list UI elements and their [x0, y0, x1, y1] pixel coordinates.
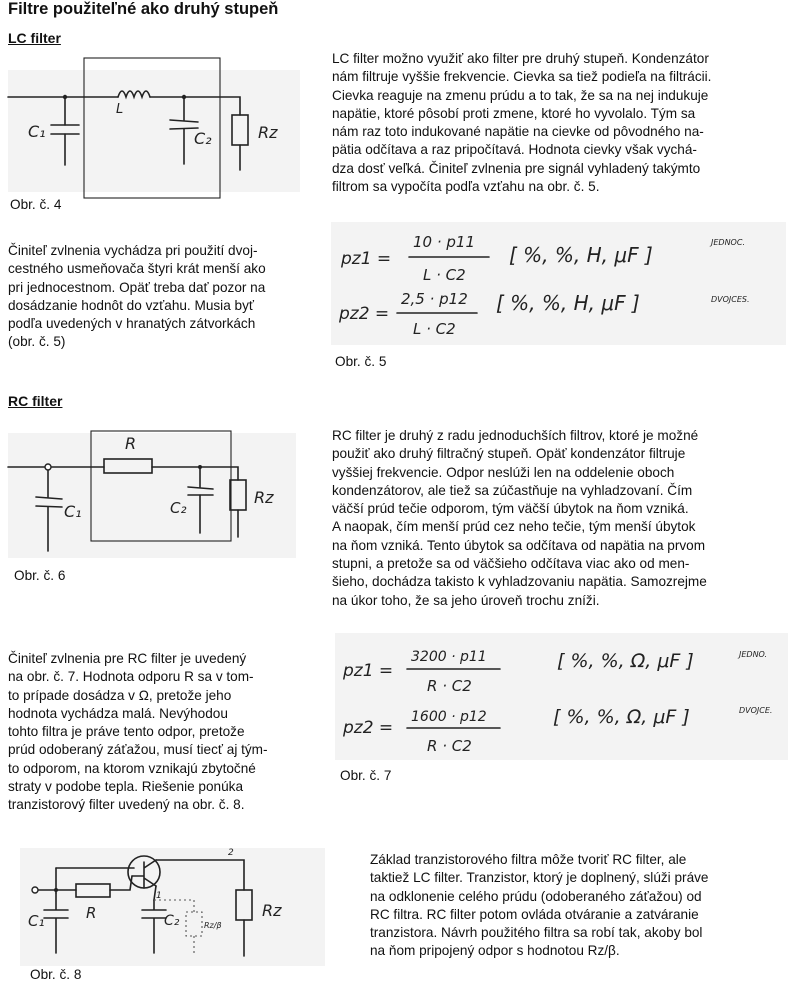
formula-units: [ %, %, Ω, μF ] — [557, 650, 694, 672]
lc-formula-figure — [331, 222, 786, 345]
formula-numerator: 1600 · p12 — [411, 709, 487, 725]
text-line: na odklonenie celého prúdu (odoberaného záťažou) od — [370, 888, 702, 904]
formula-units: [ %, %, H, μF ] — [496, 291, 640, 315]
node-2-label: 2 — [228, 848, 234, 858]
formula-note: DVOJCE. — [739, 706, 773, 715]
formula-lhs: pz1 = — [343, 661, 394, 681]
text-line: (obr. č. 5) — [8, 334, 66, 350]
rz-label: Rz — [254, 488, 274, 507]
formula-denominator: R · C2 — [427, 737, 472, 755]
text-line: RC filtra. RC filter potom ovláda otváranie a zatváranie — [370, 906, 699, 922]
caption-fig6: Obr. č. 6 — [14, 568, 66, 583]
formula-note: JEDNO. — [739, 650, 768, 659]
resistor-label: R — [125, 434, 137, 453]
formula-lhs: pz1 = — [341, 249, 392, 269]
formula-numerator: 2,5 · p12 — [401, 290, 468, 308]
rc-description — [332, 427, 792, 610]
node-1-label: 1 — [156, 891, 162, 901]
caption-fig7: Obr. č. 7 — [340, 768, 392, 783]
text-line: RC filter je druhý z radu jednoduchších filtrov, ktoré je možné — [332, 428, 699, 443]
text-line: Činiteľ zvlnenia pre RC filter je uvedený — [8, 651, 247, 666]
rc-ripple-text — [8, 650, 326, 815]
text-line: šieho, dochádza takisto k vyhladzovaniu napätia. Samozrejme — [332, 574, 707, 590]
caption-fig4: Obr. č. 4 — [10, 197, 62, 212]
text-line: taktiež LC filter. Tranzistor, ktorý je doplnený, slúži práve — [370, 870, 709, 886]
formula-lhs: pz2 = — [343, 718, 394, 738]
transistor-circuit-figure — [20, 848, 325, 966]
text-line: Základ tranzistorového filtra môže tvoriť RC filter, ale — [370, 852, 687, 867]
text-line: Cievka reaguje na zmenu prúdu a to tak, že sa na nej indukuje — [332, 87, 709, 103]
formula-denominator: R · C2 — [427, 677, 472, 695]
page-title: Filtre použiteľné ako druhý stupeň — [8, 0, 279, 18]
c2-label: C₂ — [194, 129, 212, 148]
caption-fig8: Obr. č. 8 — [30, 967, 82, 982]
lc-ripple-text — [8, 242, 318, 352]
text-line: filtrom sa vypočíta podľa vzťahu na obr. č. 5. — [332, 179, 600, 195]
text-line: použiť ako druhý filtračný stupeň. Opäť kondenzátor filtruje — [332, 446, 686, 462]
formula-note: JEDNOC. — [711, 238, 745, 247]
lc-description — [332, 50, 792, 196]
text-line: na úkor toho, že sa jeho úroveň trochu zníži. — [332, 592, 600, 608]
resistor-label: R — [86, 904, 97, 922]
rc-filter-heading: RC filter — [8, 393, 63, 409]
rz-label: Rz — [262, 901, 282, 920]
rz-label: Rz — [258, 123, 278, 142]
text-line: tohto filtra je práve tento odpor, pretože — [8, 724, 245, 740]
text-line: podľa uvedených v hranatých zátvorkách — [8, 316, 256, 332]
formula-denominator: L · C2 — [423, 266, 466, 284]
text-line: cestného usmeňovača štyri krát menší ako — [8, 261, 266, 277]
text-line: tranzistorový filter uvedený na obr. č. 8. — [8, 797, 245, 813]
formula-numerator: 3200 · p11 — [411, 649, 487, 665]
c2-label: C₂ — [164, 913, 180, 929]
transistor-description — [370, 851, 790, 961]
lc-circuit-figure — [8, 70, 300, 192]
formula-note: DVOJCES. — [711, 295, 750, 304]
text-line: A naopak, čím menší prúd cez neho tečie, tým menší úbytok — [332, 519, 696, 535]
c2-label: C₂ — [170, 499, 187, 517]
text-line: nám raz toto indukované napätie na cievke od pôvodného na- — [332, 124, 704, 140]
rc-circuit-figure — [8, 433, 296, 558]
formula-denominator: L · C2 — [413, 320, 456, 338]
text-line: väčší prúd tečie odporom, tým väčší úbytok na ňom vzniká. — [332, 501, 689, 517]
caption-fig5: Obr. č. 5 — [335, 354, 387, 369]
text-line: to odporom, na ktorom vznikajú zbytočné — [8, 760, 256, 776]
text-line: nám filtruje vyššie frekvencie. Cievka sa tiež podieľa na filtrácii. — [332, 69, 712, 85]
rz-beta-label: Rz/β — [204, 921, 222, 930]
text-line: na ňom vzniká. Tento úbytok sa odčítava od napätia na prvom — [332, 537, 706, 553]
text-line: pri jednocestnom. Opäť treba dať pozor na — [8, 279, 266, 295]
text-line: to prípade dosádza v Ω, pretože jeho — [8, 687, 232, 703]
formula-units: [ %, %, Ω, μF ] — [553, 706, 690, 728]
text-line: prúd odoberaný záťažou, musí tiecť aj tým- — [8, 742, 268, 758]
rc-formula-figure — [335, 633, 788, 760]
text-line: na obr. č. 7. Hodnota odporu R sa v tom- — [8, 669, 254, 685]
text-line: stupni, a pretože sa od väčšieho odčítava viac ako od men- — [332, 556, 690, 572]
text-line: straty v podobe tepla. Riešenie ponúka — [8, 779, 244, 795]
text-line: na ňom pripojený odpor s hodnotou Rz/β. — [370, 943, 620, 959]
formula-units: [ %, %, H, μF ] — [509, 243, 653, 267]
text-line: hodnota vychádza malá. Nevýhodou — [8, 705, 228, 721]
formula-lhs: pz2 = — [339, 304, 390, 324]
inductor-label: L — [116, 102, 124, 117]
text-line: Činiteľ zvlnenia vychádza pri použití dvoj- — [8, 243, 258, 258]
text-line: kondenzátorov, ale tiež sa zúčastňuje na vyhladzovaní. Čím — [332, 482, 693, 498]
text-line: vyššiej frekvencie. Odpor neslúži len na oddelenie oboch — [332, 464, 675, 480]
text-line: tranzistora. Návrh použitého filtra sa robí tak, akoby bol — [370, 925, 703, 941]
text-line: napätie, ktoré pôsobí proti zmene, ktoré ho vyvolalo. Tým sa — [332, 105, 696, 121]
formula-numerator: 10 · p11 — [413, 233, 475, 251]
lc-filter-heading: LC filter — [8, 30, 61, 46]
text-line: LC filter možno využiť ako filter pre druhý stupeň. Kondenzátor — [332, 51, 709, 66]
c1-label: C₁ — [28, 122, 46, 141]
text-line: dza dosť veľká. Činiteľ zvlnenia pre signál vyhladený takýmto — [332, 160, 701, 176]
c1-label: C₁ — [64, 502, 82, 521]
text-line: dosádzanie hodnôt do vzťahu. Musia byť — [8, 297, 254, 313]
text-line: pätia odčítava a raz pripočítavá. Hodnota cievky však vychá- — [332, 142, 697, 158]
c1-label: C₁ — [28, 912, 45, 930]
